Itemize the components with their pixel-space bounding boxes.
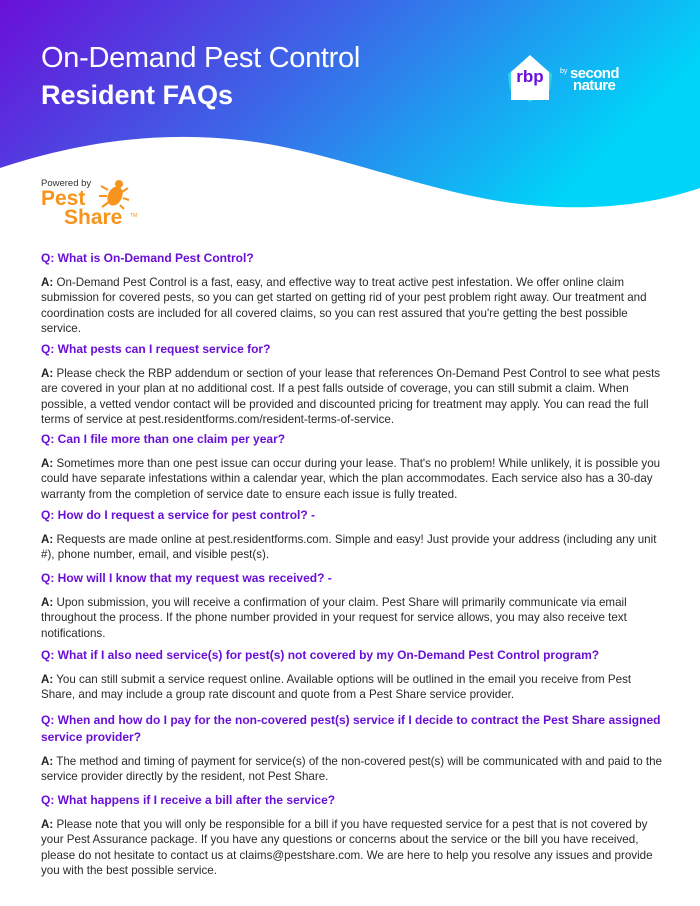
answer-text: Please note that you will only be responsible for a bill if you have requested service for a pest that is not covered by your Pest Assurance package. If you have any questions or concerns about the service or the bill you have received, please do not hesitate to contact us at claims@pestshare.com. We are here to help you resolve any issues and provide you with the best possible service. [41,818,653,877]
second-nature-logo [570,65,619,94]
second-nature-line2: nature [573,77,616,94]
answer-label: A: [41,367,54,380]
faq-item [41,647,666,703]
page-title-line2: Resident FAQs [41,80,234,110]
second-nature-line1: second [570,65,619,82]
rbp-logo-text: rbp [516,67,544,86]
faq-item [41,341,666,427]
answer-text: Requests are made online at pest.residentforms.com. Simple and easy! Just provide your address (including any unit #), phone number, email, and visible pest(s). [41,533,657,562]
faq-answer [41,817,666,878]
faq-answer [41,595,666,641]
faq-item [41,712,666,785]
by-label: by [560,68,568,75]
pestshare-logo-share: Share [64,206,123,229]
answer-label: A: [41,818,54,831]
powered-by-label: Powered by [41,178,92,189]
trademark-symbol: TM [130,213,138,219]
answer-label: A: [41,596,54,609]
faq-answer [41,275,666,336]
faq-answer [41,754,666,785]
faq-question: Q: Can I file more than one claim per year? [41,432,286,446]
answer-text: Please check the RBP addendum or section of your lease that references On-Demand Pest Control to see what pests are covered in your plan at no additional cost. If a pest falls outside of coverage, you can still submit a claim. When possible, a vetted vendor contact will be provided and discounted pricing for treatment may apply. You can read the full terms of service at pest.residentforms.com/resident-terms-of-service. [41,367,661,426]
answer-text: You can still submit a service request online. Available options will be outlined in the email you receive from Pest Share, and may include a group rate discount and quote from a Pest Share service provider. [41,673,632,702]
faq-question: Q: What is On-Demand Pest Control? [41,251,254,265]
faq-answer [41,532,666,563]
answer-label: A: [41,755,54,768]
answer-text: The method and timing of payment for service(s) of the non-covered pest(s) will be communicated with and paid to the service provider directly by the resident, not Pest Share. [41,755,662,784]
answer-text: On-Demand Pest Control is a fast, easy, and effective way to treat active pest infestation. We offer online claim submission for covered pests, so you can get started on getting rid of your pest problem right away. Our treatment and coordination costs are included for all covered claims, so you can rest assured that you're getting the best possible service. [41,276,647,335]
faq-item [41,250,666,336]
answer-label: A: [41,533,54,546]
faq-item [41,570,666,641]
answer-label: A: [41,457,54,470]
faq-item [41,431,666,502]
faq-answer [41,366,666,427]
faq-question: Q: How will I know that my request was received? - [41,571,332,585]
faq-question: Q: What pests can I request service for? [41,342,271,356]
page-title-line1: On-Demand Pest Control [41,42,360,74]
answer-text: Upon submission, you will receive a confirmation of your claim. Pest Share will primarily communicate via email throughout the process. If the phone number provided in your request for service allows, you may also receive text notifications. [41,596,627,640]
answer-label: A: [41,276,54,289]
faq-item [41,507,666,563]
faq-answer [41,672,666,703]
faq-question: Q: What if I also need service(s) for pest(s) not covered by my On-Demand Pest Control program? [41,648,600,662]
answer-text: Sometimes more than one pest issue can occur during your lease. That's no problem! While unlikely, it is possible you could have separate infestations within a calendar year, which the plan accommodates. Each service also has a 30-day warranty from the completion of service date to ensure each issue is fully treated. [41,457,661,501]
bug-icon [96,178,130,210]
answer-label: A: [41,673,54,686]
faq-question: Q: When and how do I pay for the non-covered pest(s) service if I decide to contract the Pest Share assigned service provider? [41,713,661,744]
pestshare-logo-pest: Pest [41,187,86,210]
faq-item [41,792,666,878]
faq-question: Q: How do I request a service for pest control? - [41,508,316,522]
faq-answer [41,456,666,502]
faq-question: Q: What happens if I receive a bill after the service? [41,793,336,807]
